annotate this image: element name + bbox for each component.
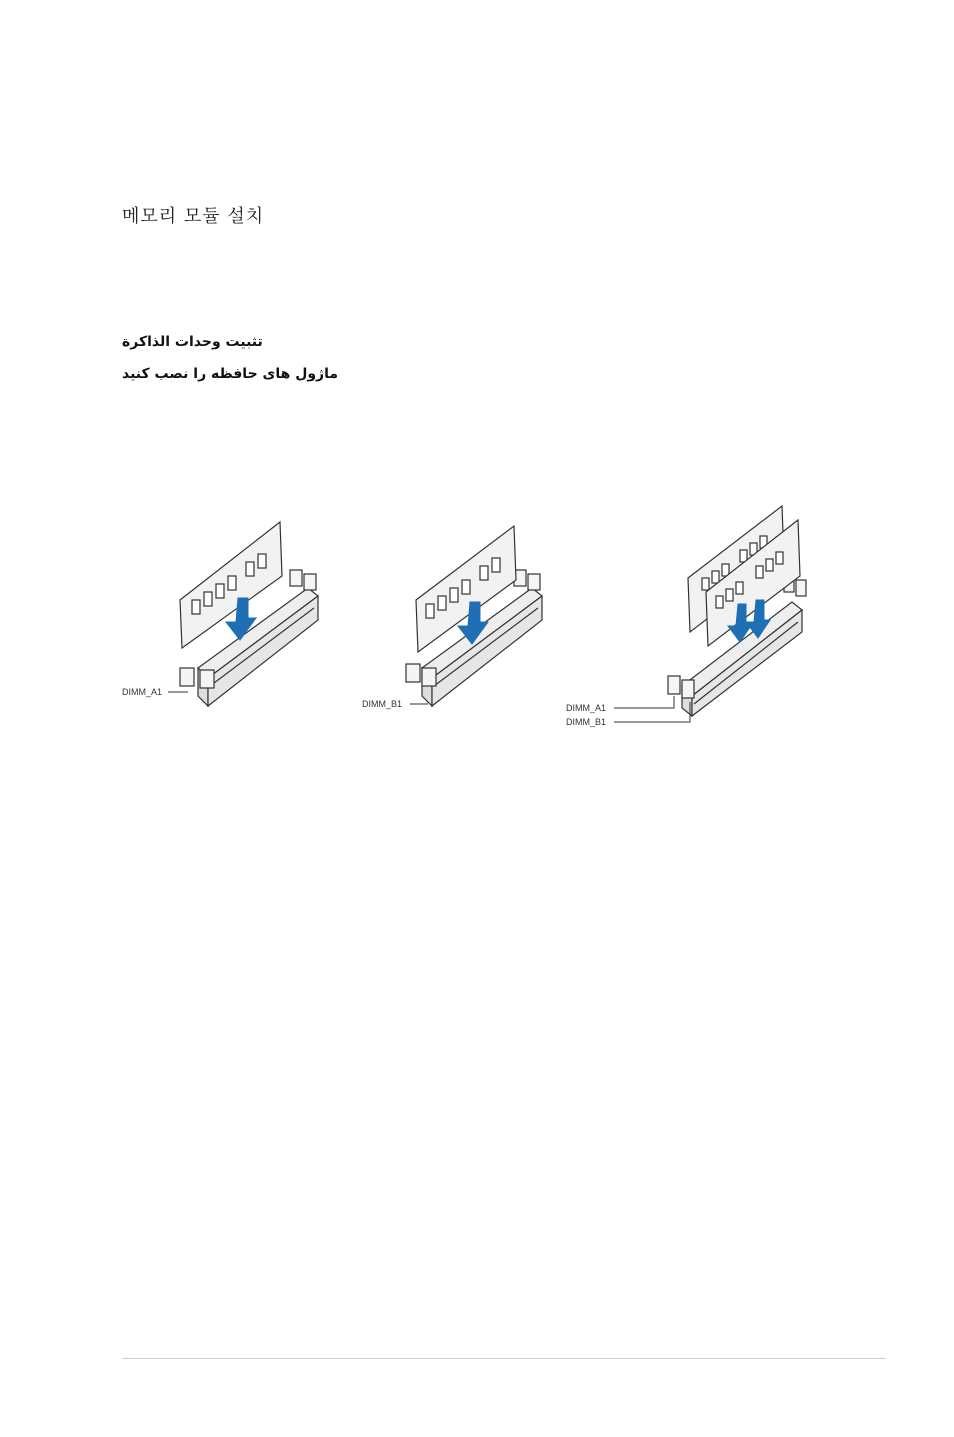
- slot-label-dimm-a1: DIMM_A1: [122, 687, 163, 697]
- figure-dimm-a1-b1: [562, 506, 822, 736]
- slot-latch-right: [290, 570, 316, 590]
- slot-label-dimm-b1: DIMM_B1: [362, 699, 403, 709]
- slot-label-dimm-b1: DIMM_B1: [566, 717, 607, 727]
- heading-arabic: تثبيت وحدات الذاكرة: [122, 334, 263, 350]
- page-title-korean: 메모리 모듈 설치: [122, 206, 265, 227]
- figure-dimm-b1: [358, 518, 578, 718]
- figure-dimm-a1: [118, 518, 338, 718]
- slot-label-dimm-a1: DIMM_A1: [566, 703, 607, 713]
- slot-latch-right: [514, 570, 540, 590]
- slot-latch-left: [180, 668, 214, 688]
- footer-divider: [122, 1358, 886, 1359]
- heading-persian: ماژول های حافظه را نصب کنید: [122, 366, 339, 382]
